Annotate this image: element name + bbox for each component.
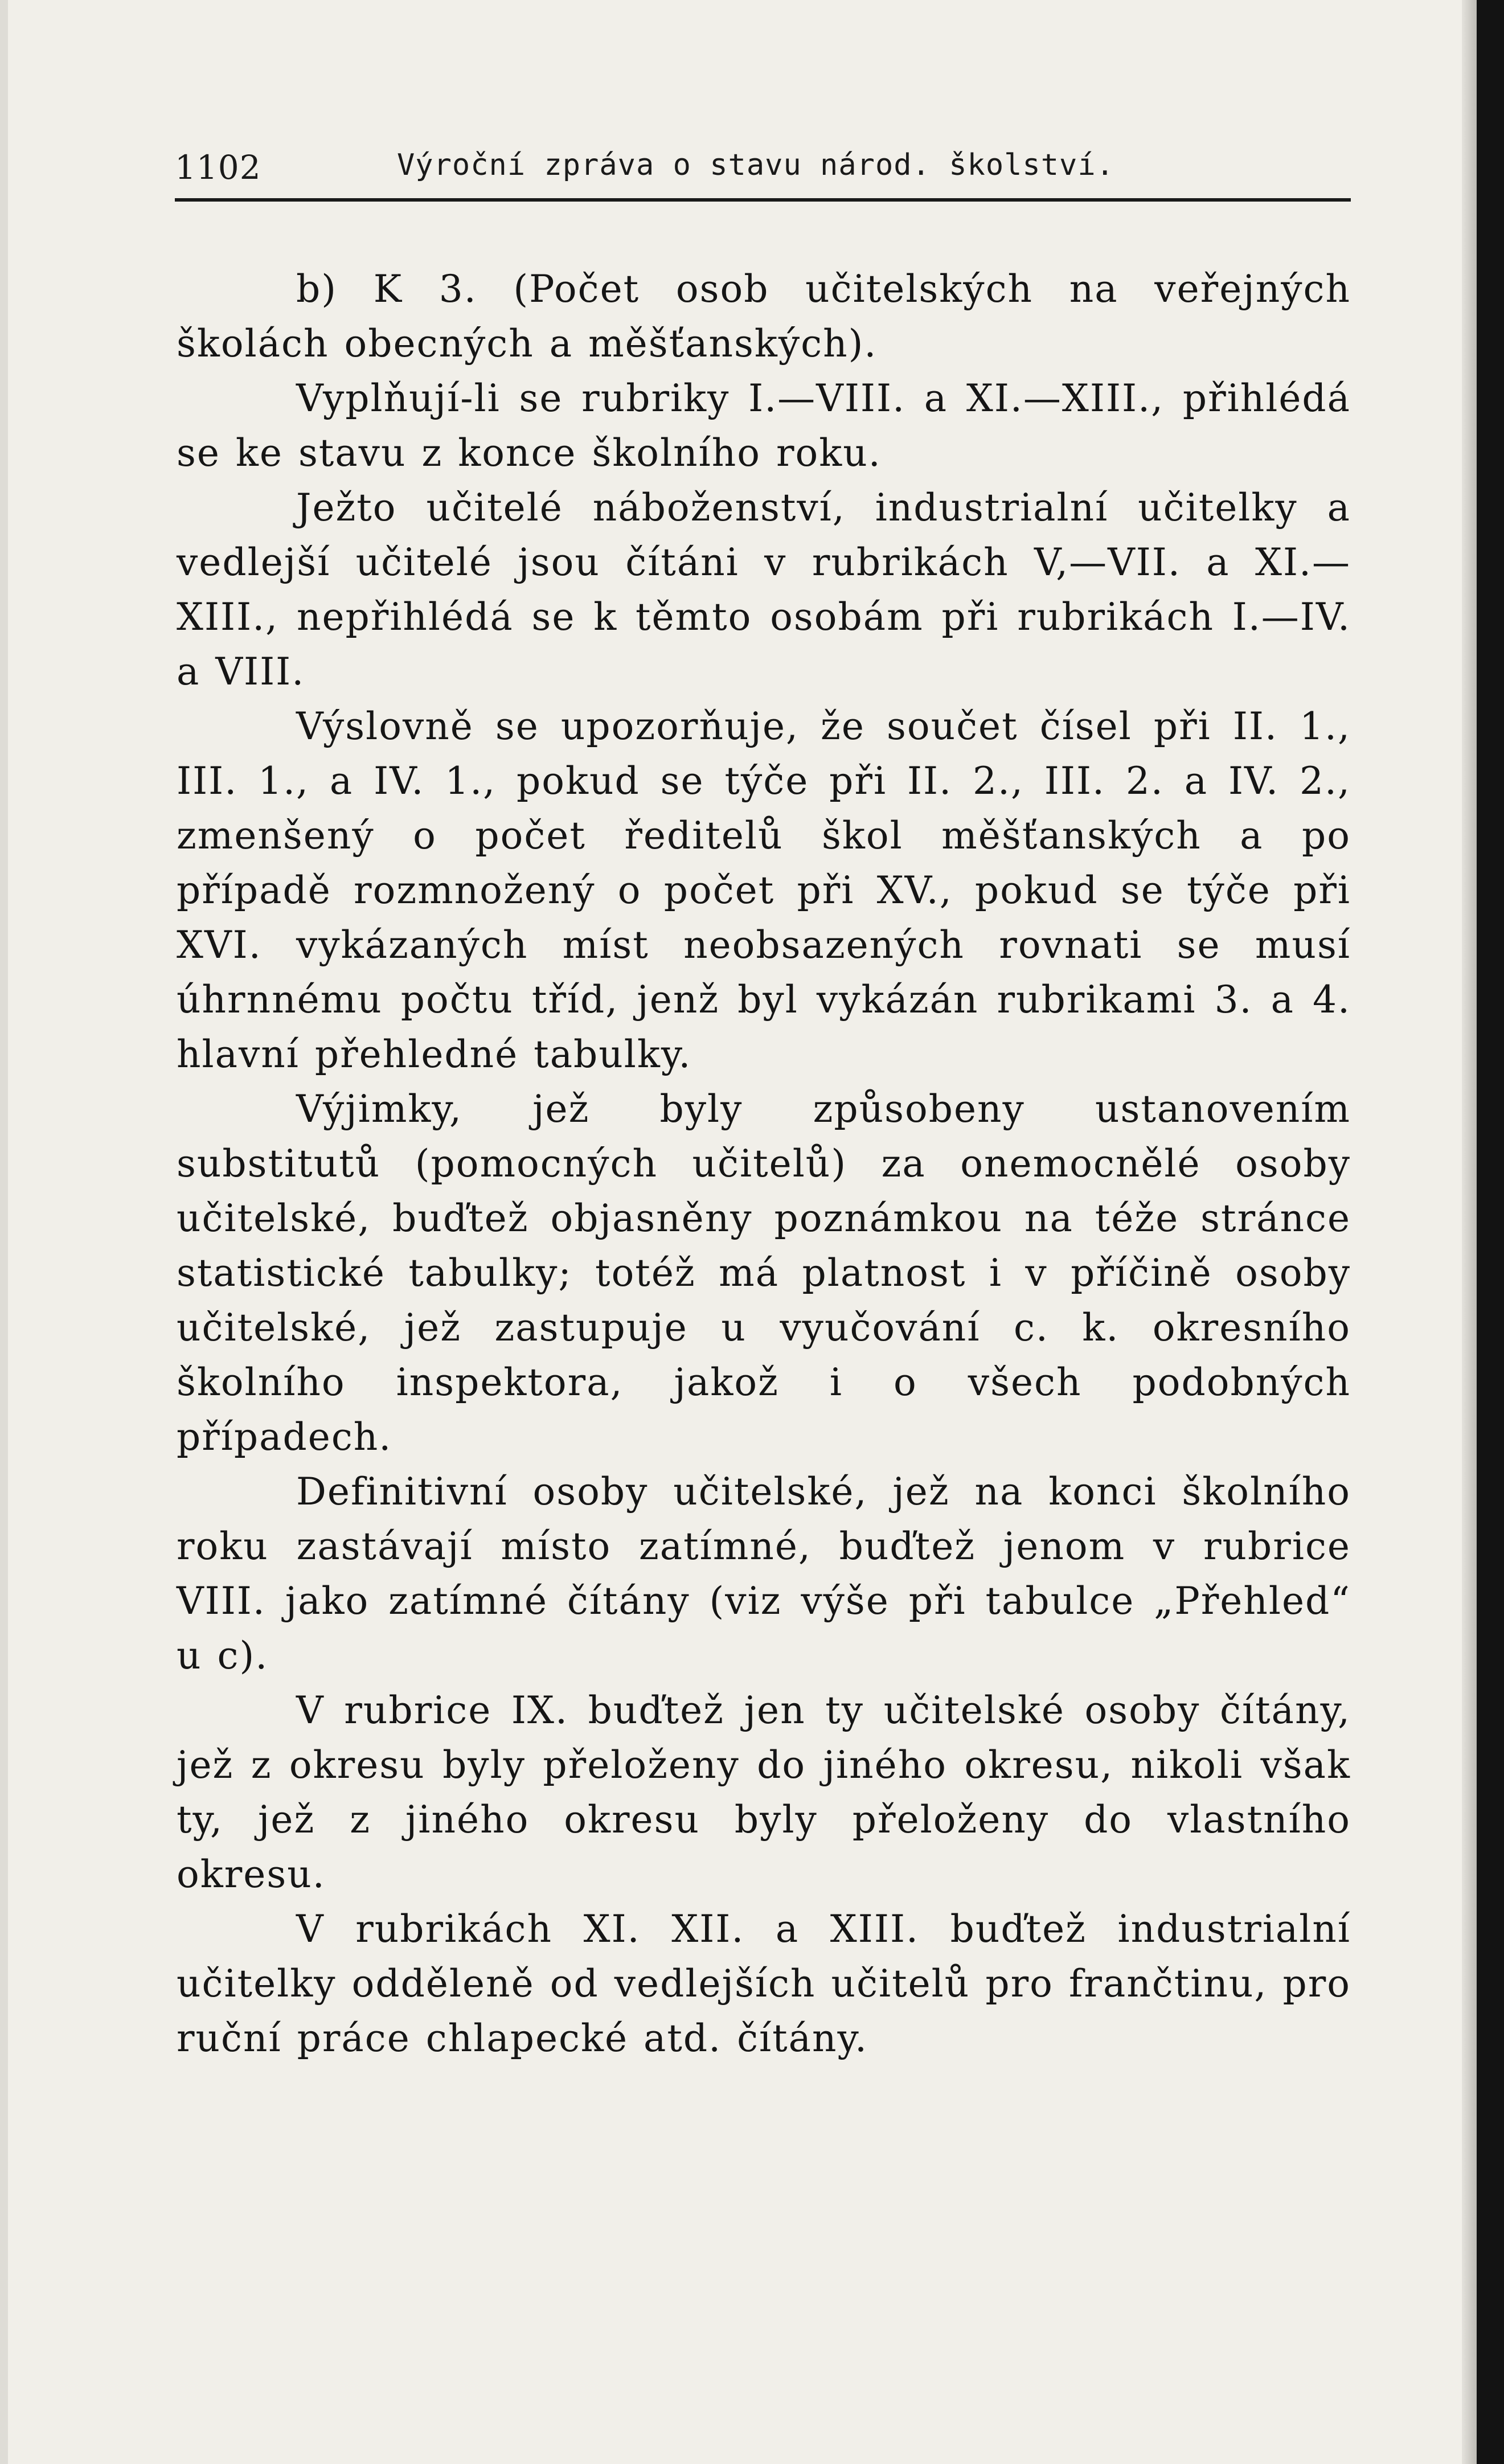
- paragraph-definitive-staff: Definitivní osoby učitelské, jež na konci školního roku zastávají místo zatímné, buďtež jenom v rubrice VIII. jako zatímné čítány (viz výše při tabulce „Přehled“ u c).: [177, 1470, 1351, 1678]
- page-number: 1102: [175, 148, 261, 187]
- running-header: [175, 142, 1351, 199]
- page-gutter-shadow: [1462, 0, 1477, 2464]
- section-heading-paragraph: b) K 3. (Počet osob učitelských na veřejných školách obecných a měšťanských).: [177, 267, 1351, 366]
- page-left-edge: [0, 0, 8, 2464]
- scan-dark-border: [1477, 0, 1504, 2464]
- paragraph-religion-teachers: Ježto učitelé náboženství, industrialní učitelky a vedlejší učitelé jsou čítáni v rubrikách V,—VII. a XI.—XIII., nepřihlédá se k těmto osobám při rubrikách I.—IV. a VIII.: [177, 486, 1351, 694]
- header-rule: [175, 198, 1351, 202]
- paragraph-rubriky-period: Vyplňují-li se rubriky I.—VIII. a XI.—XIII., přihlédá se ke stavu z konce školního roku.: [177, 376, 1351, 475]
- running-title: Výroční zpráva o stavu národ. školství.: [397, 148, 1114, 182]
- body-text: [177, 262, 1351, 2066]
- paragraph-rubrics-xi-xiii: V rubrikách XI. XII. a XIII. buďtež industrialní učitelky odděleně od vedlejších učitelů pro frančtinu, pro ruční práce chlapecké atd. čítány.: [177, 1907, 1351, 2060]
- paragraph-sum-check: Výslovně se upozorňuje, že součet čísel při II. 1., III. 1., a IV. 1., pokud se týče při II. 2., III. 2. a IV. 2., zmenšený o počet ředitelů škol měšťanských a po případě rozmnožený o počet při XV., pokud se týče při XVI. vykázaných míst neobsazených rovnati se musí úhrnnému počtu tříd, jenž byl vykázán rubrikami 3. a 4. hlavní přehledné tabulky.: [177, 704, 1351, 1076]
- paragraph-rubric-ix: V rubrice IX. buďtež jen ty učitelské osoby čítány, jež z okresu byly přeloženy do jiného okresu, nikoli však ty, jež z jiného okresu byly přeloženy do vlastního okresu.: [177, 1688, 1351, 1896]
- paragraph-exceptions: Výjimky, jež byly způsobeny ustanovením substitutů (pomocných učitelů) za onemocnělé osoby učitelské, buďtež objasněny poznámkou na téže stránce statistické tabulky; totéž má platnost i v příčině osoby učitelské, jež zastupuje u vyučování c. k. okresního školního inspektora, jakož i o všech podobných případech.: [177, 1087, 1351, 1459]
